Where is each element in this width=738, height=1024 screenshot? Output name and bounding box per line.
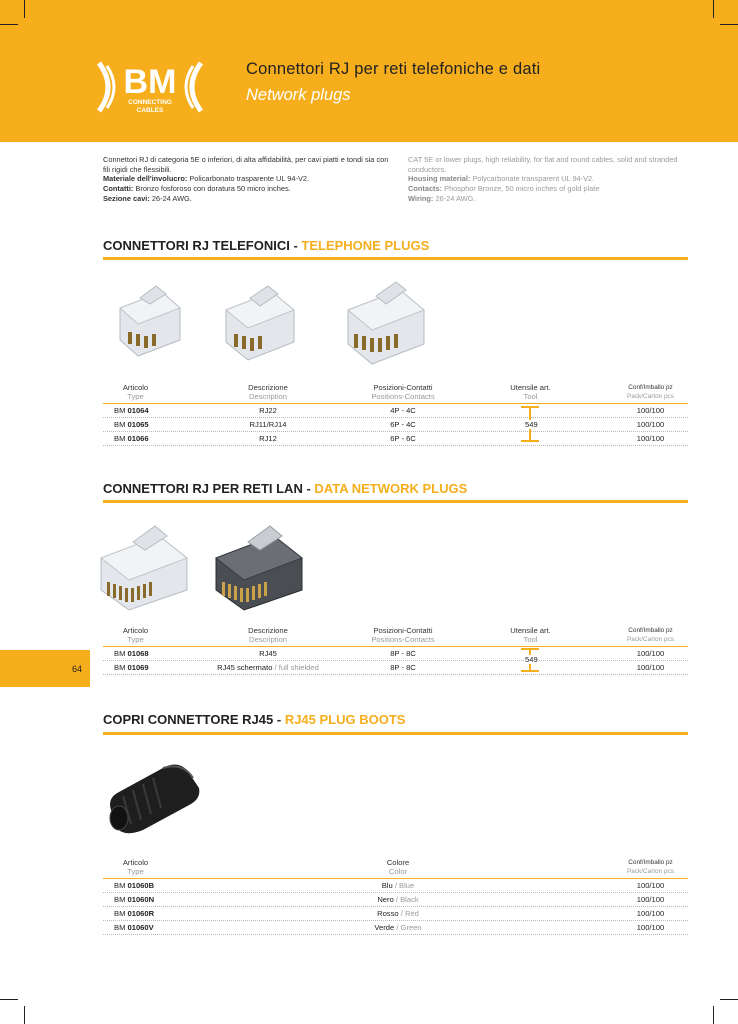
text-section3-rows-2-code: 01060R [127,909,155,918]
text-section3-rows-0-color_en: / Blue [392,881,415,890]
text-section3-rows-3-color_it: Verde [374,923,395,932]
table-row [103,921,688,934]
text-section2-rows-0-prefix: BM [114,649,128,658]
text-headers-pack: Pack/Carton pcs [627,868,674,875]
col-conf [613,858,688,876]
col-articolo [103,858,168,876]
text-section3-rows-2-color_it: Rosso [377,909,399,918]
intro-english [408,155,698,204]
text-section3-rows-3-prefix: BM [114,923,128,932]
crop-mark [24,0,25,18]
crop-mark [0,999,18,1000]
row-color [358,909,438,918]
section2-rule [103,500,688,503]
text-section3-rows-1-color_en: / Black [393,895,419,904]
text-headers-pack: Pack/Carton pcs [627,393,674,400]
page-title-en: Network plugs [246,86,351,104]
section2-title-it: CONNETTORI RJ PER RETI LAN [103,481,303,496]
row-pack: 100/100 [636,663,665,672]
text-section1-rows-2-code: 01066 [127,434,149,443]
section3-rule [103,732,688,735]
row-divider [103,934,688,935]
row-code [114,895,154,904]
rj45-plug-image [97,520,192,612]
row-pack: 100/100 [636,649,665,658]
section1-rule [103,257,688,260]
text-headers-positions: Positions-Contacts [371,635,435,644]
row-pos: 6P - 4C [390,420,416,429]
text-headers-tool: Tool [523,635,538,644]
text-section3-rows-1-color_it: Nero [377,895,394,904]
text-headers-conf: Conf/Imballo pz [628,859,673,866]
text-headers-positions: Positions-Contacts [371,392,435,401]
text-section1-rows-0-prefix: BM [114,406,128,415]
text-section3-rows-2-prefix: BM [114,909,128,918]
text-headers-utensile: Utensile art. [510,383,551,392]
section3-title [103,712,405,727]
text-section3-rows-0-code: 01060B [127,881,155,890]
row-pack: 100/100 [636,895,665,904]
intro-en-contacts-label: Contacts: [408,184,443,194]
row-code [114,909,154,918]
rj45-shielded-plug-image [212,520,307,612]
page-number: 64 [72,664,83,674]
text-section2-rows-1-desc: RJ45 schermato [217,663,273,672]
text-headers-posizioni: Posizioni-Contatti [373,626,433,635]
text-section1-rows-0-code: 01064 [127,406,149,415]
col-conf [613,383,688,401]
intro-it-wiring-label: Sezione cavi: [103,193,150,203]
text-headers-articolo: Articolo [122,626,149,635]
section1-title-dash: - [289,238,302,253]
section1-title-it: CONNETTORI RJ TELEFONICI [103,238,290,253]
intro-it-text: Connettori RJ di categoria 5E o inferiori, di alta affidabilità, per cavi piatti e tondi sia con fili rigidi che flessibili. [103,155,389,174]
text-section1-rows-1-prefix: BM [114,420,128,429]
tool-549-label: 549 [525,420,538,429]
section1-title-en: TELEPHONE PLUGS [301,238,430,253]
row-pack: 100/100 [636,909,665,918]
table-row [103,404,688,417]
text-section3-rows-0-color_it: Blu [381,881,393,890]
rj45-boot-image [103,748,203,838]
rj11-plug-image [218,278,303,364]
text-headers-colore: Colore [386,858,410,867]
section3-title-dash: - [273,712,285,727]
crop-mark [24,1006,25,1024]
table-row [103,879,688,892]
row-pos: 8P - 8C [390,649,416,658]
section2-title-en: DATA NETWORK PLUGS [314,481,468,496]
section3-title-en: RJ45 PLUG BOOTS [284,712,406,727]
row-pack: 100/100 [636,434,665,443]
rj22-plug-image [110,278,190,362]
row-pack: 100/100 [636,420,665,429]
row-color [358,923,438,932]
text-headers-type: Type [127,867,144,876]
text-section2-rows-0-desc: RJ45 [259,649,277,658]
crop-mark [713,1006,714,1024]
section2-title-dash: - [302,481,315,496]
row-pack: 100/100 [636,881,665,890]
col-utensile [498,383,563,401]
tool-549-label: 549 [525,655,538,664]
text-headers-descrizione: Descrizione [248,626,288,635]
section1-title [103,238,429,253]
crop-mark [0,24,18,25]
crop-mark [720,999,738,1000]
text-section1-rows-2-prefix: BM [114,434,128,443]
row-desc: RJ11/RJ14 [249,420,287,429]
table-row [103,893,688,906]
col-posizioni [348,626,458,644]
text-section3-rows-3-code: 01060V [127,923,154,932]
intro-en-text: CAT 5E or lower plugs, high reliability, for flat and round cables, solid and stranded conductors. [408,155,678,174]
row-color [358,881,438,890]
intro-en-wiring-value: 26-24 AWG. [433,193,476,203]
row-color [358,895,438,904]
intro-en-contacts-value: Phosphor Bronze, 50 micro inches of gold plate [442,184,600,194]
text-headers-color: Color [388,867,408,876]
rj12-plug-image [342,276,432,368]
text-headers-conf: Conf/Imballo pz [628,627,673,634]
page-title-it: Connettori RJ per reti telefoniche e dati [246,60,541,78]
col-descrizione [228,383,308,401]
logo-sub1: CONNECTING [128,99,172,106]
intro-en-material-value: Polycarbonate transparent UL 94-V2. [470,174,595,184]
intro-it-contacts-label: Contatti: [103,184,134,194]
text-headers-type: Type [127,392,144,401]
row-pack: 100/100 [636,406,665,415]
table2-header [103,626,688,646]
table-row [103,432,688,445]
text-headers-articolo: Articolo [122,383,149,392]
row-desc [228,649,308,658]
text-headers-posizioni: Posizioni-Contatti [373,383,433,392]
text-section3-rows-0-prefix: BM [114,881,128,890]
text-section3-rows-1-prefix: BM [114,895,128,904]
text-section3-rows-3-color_en: / Green [394,923,422,932]
row-pack: 100/100 [636,923,665,932]
table-row [103,907,688,920]
text-headers-articolo: Articolo [122,858,149,867]
crop-mark [713,0,714,18]
section3-title-it: COPRI CONNETTORE RJ45 [103,712,274,727]
bm-logo [95,57,205,117]
text-headers-tool: Tool [523,392,538,401]
intro-it-material-label: Materiale dell'involucro: [103,174,188,184]
row-pos: 6P - 6C [390,434,416,443]
row-code [114,434,149,443]
row-code [114,881,154,890]
row-desc: RJ22 [259,406,277,415]
logo-sub2: CABLES [136,107,164,114]
col-conf [613,626,688,644]
logo-text: BM [123,63,177,101]
table-row [103,661,688,674]
row-pos: 4P - 4C [390,406,416,415]
text-headers-pack: Pack/Carton pcs [627,636,674,643]
intro-it-wiring-value: 26-24 AWG. [149,193,192,203]
row-code [114,649,149,658]
col-articolo [103,626,168,644]
row-code [114,923,154,932]
text-headers-description: Description [249,392,287,401]
text-headers-descrizione: Descrizione [248,383,288,392]
row-code [114,420,149,429]
text-section2-rows-1-desc_en: / full shielded [272,663,319,672]
col-articolo [103,383,168,401]
table-row [103,418,688,431]
row-divider [103,674,688,675]
text-section2-rows-1-prefix: BM [114,663,128,672]
text-section2-rows-0-code: 01068 [127,649,149,658]
col-utensile [498,626,563,644]
text-section3-rows-2-color_en: / Red [398,909,419,918]
col-posizioni [348,383,458,401]
row-desc [188,663,348,672]
text-section3-rows-1-code: 01060N [127,895,155,904]
table-row [103,647,688,660]
intro-en-wiring-label: Wiring: [408,193,434,203]
text-headers-description: Description [249,635,287,644]
table1-header [103,383,688,403]
text-section1-rows-1-code: 01065 [127,420,149,429]
col-descrizione [228,626,308,644]
row-desc: RJ12 [259,434,277,443]
intro-italian [103,155,393,204]
col-colore [358,858,438,876]
intro-en-material-label: Housing material: [408,174,471,184]
row-code [114,663,149,672]
table3-header [103,858,688,878]
text-section2-rows-1-code: 01069 [127,663,149,672]
row-divider [103,445,688,446]
text-headers-utensile: Utensile art. [510,626,551,635]
section2-title [103,481,467,496]
row-code [114,406,149,415]
crop-mark [720,24,738,25]
intro-it-contacts-value: Bronzo fosforoso con doratura 50 micro inches. [133,184,291,194]
text-headers-type: Type [127,635,144,644]
intro-it-material-value: Policarbonato trasparente UL 94-V2. [187,174,310,184]
text-headers-conf: Conf/Imballo pz [628,384,673,391]
row-pos: 8P - 8C [390,663,416,672]
